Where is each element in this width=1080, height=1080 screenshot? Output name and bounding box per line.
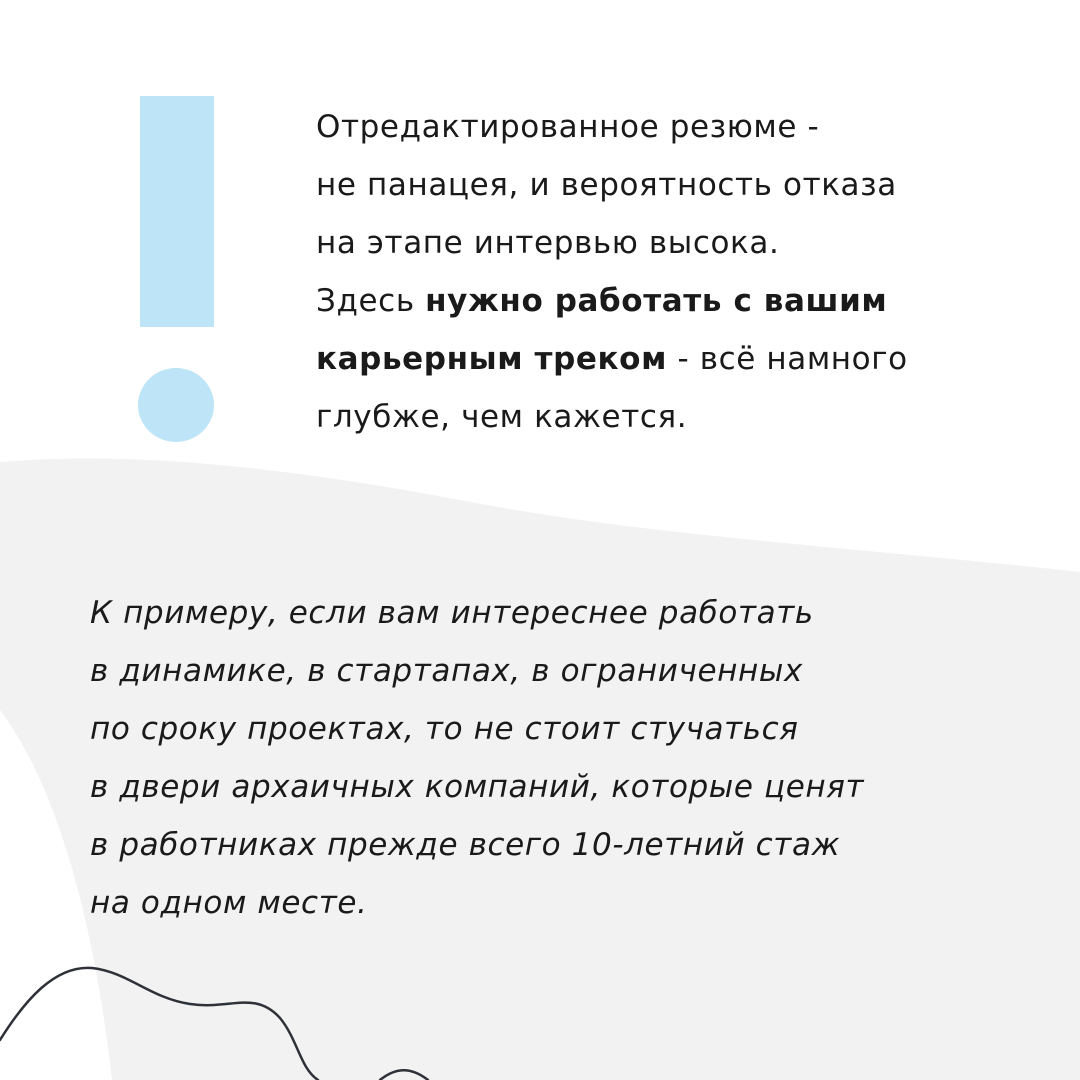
- callout-text-bold: карьерным треком: [316, 341, 668, 377]
- callout-line: на этапе интервью высока.: [316, 225, 780, 261]
- example-line: К примеру, если вам интереснее работать: [90, 595, 814, 631]
- example-line: по сроку проектах, то не стоит стучаться: [90, 711, 799, 747]
- example-line: в работниках прежде всего 10-летний стаж: [90, 827, 841, 863]
- callout-line: глубже, чем кажется.: [316, 399, 688, 435]
- example-line: в двери архаичных компаний, которые ценят: [90, 769, 865, 805]
- callout-line: [316, 272, 1056, 330]
- exclamation-bar-icon: [140, 96, 214, 327]
- example-line: в динамике, в стартапах, в ограниченных: [90, 653, 803, 689]
- callout-line: не панацея, и вероятность отказа: [316, 167, 897, 203]
- exclamation-dot-icon: [138, 368, 214, 442]
- callout-text-regular: Здесь: [316, 283, 426, 319]
- callout-line: Отредактированное резюме -: [316, 109, 820, 145]
- callout-text-bold: нужно работать с вашим: [425, 283, 888, 319]
- example-paragraph: [90, 584, 1050, 932]
- callout-line: [316, 330, 1056, 388]
- callout-text: [316, 98, 1056, 446]
- callout-text-regular: - всё намного: [667, 341, 908, 377]
- example-line: на одном месте.: [90, 885, 368, 921]
